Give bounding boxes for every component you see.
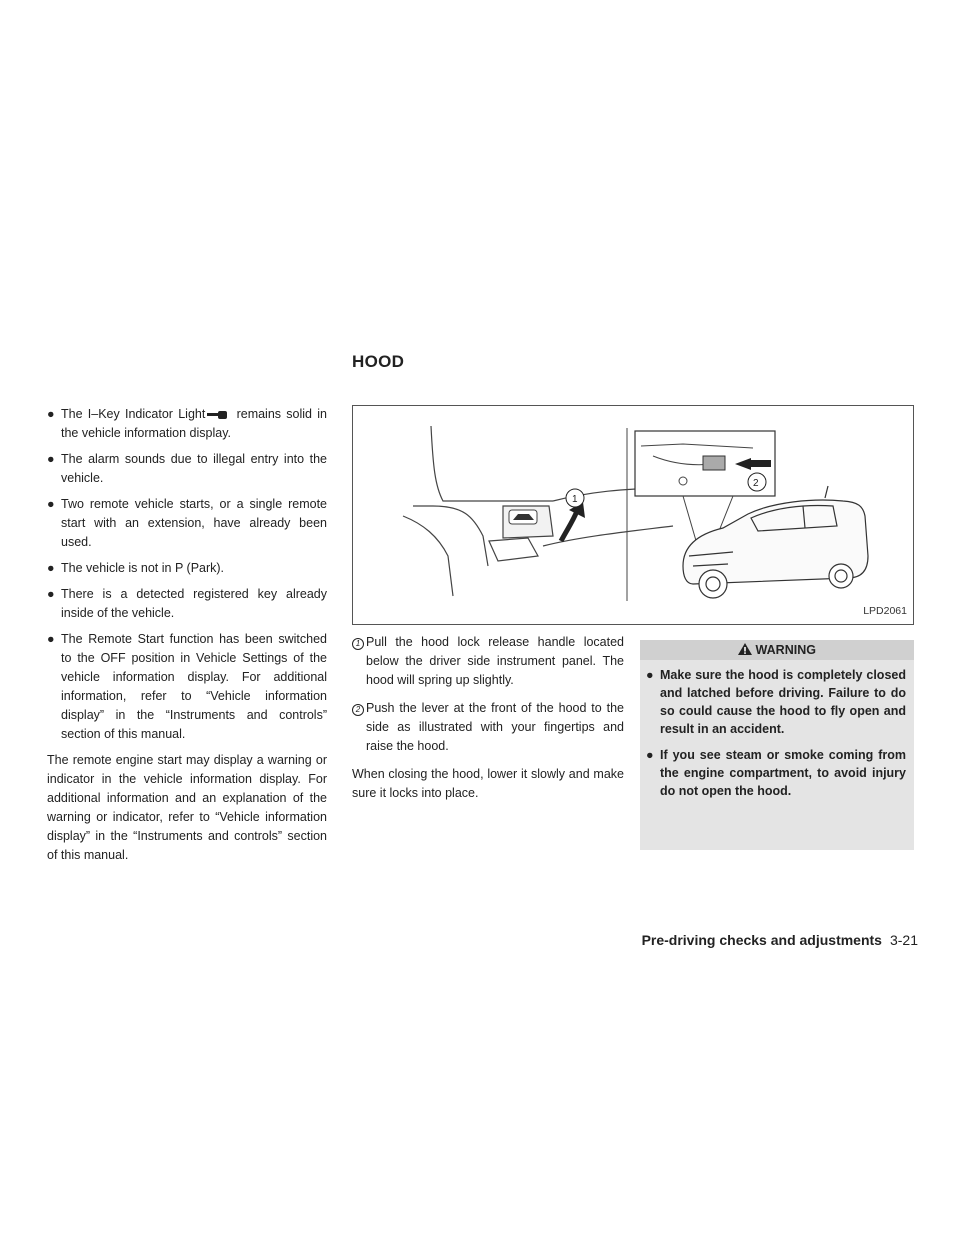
step-number: 1	[352, 638, 364, 650]
page-number: 3-21	[889, 932, 918, 948]
ikey-indicator-icon	[207, 410, 229, 420]
hood-illustration-drawing	[353, 406, 913, 624]
list-item: ● The Remote Start function has been switched to the OFF position in Vehicle Settings of the vehicle information display. For additional information, refer to “Vehicle information display” in the “Instruments and controls” section of this manual.	[47, 632, 327, 741]
list-item: ● The I–Key Indicator Light remains solid in the vehicle information display.	[47, 407, 327, 440]
hood-release-illustration	[352, 405, 914, 625]
remote-start-paragraph: The remote engine start may display a warning or indicator in the vehicle information display. For additional information and an explanation of the warning or indicator, refer to “Vehicle information display” in the “Instruments and controls” section of this manual.	[47, 753, 327, 862]
callout-1: 1	[572, 494, 578, 505]
list-item: ● Two remote vehicle starts, or a single remote start with an extension, have already been used.	[47, 497, 327, 549]
warning-icon	[738, 643, 752, 655]
left-column	[47, 405, 327, 865]
step-number: 2	[352, 704, 364, 716]
section-heading: HOOD	[352, 352, 405, 371]
list-item: 2 Push the lever at the front of the hood to the side as illustrated with your fingertips and raise the hood.	[352, 699, 624, 756]
list-item: ● The vehicle is not in P (Park).	[47, 561, 225, 575]
middle-column	[352, 633, 624, 803]
warning-header: WARNING	[640, 640, 914, 660]
list-item: ● Make sure the hood is completely closed and latched before driving. Failure to do so could cause the hood to fly open and result in an accident.	[646, 668, 906, 736]
closing-paragraph: When closing the hood, lower it slowly and make sure it locks into place.	[352, 767, 624, 800]
list-item: 1 Pull the hood lock release handle located below the driver side instrument panel. The hood will spring up slightly.	[352, 633, 624, 690]
callout-2: 2	[753, 478, 759, 489]
figure-code: LPD2061	[863, 605, 907, 617]
list-item: ● The alarm sounds due to illegal entry into the vehicle.	[47, 452, 327, 485]
page-footer	[642, 931, 918, 950]
list-item: ● There is a detected registered key already inside of the vehicle.	[47, 587, 327, 620]
footer-section: Pre-driving checks and adjustments	[641, 932, 882, 948]
list-item: ● If you see steam or smoke coming from the engine compartment, to avoid injury do not open the hood.	[646, 748, 906, 798]
warning-box	[640, 640, 914, 850]
